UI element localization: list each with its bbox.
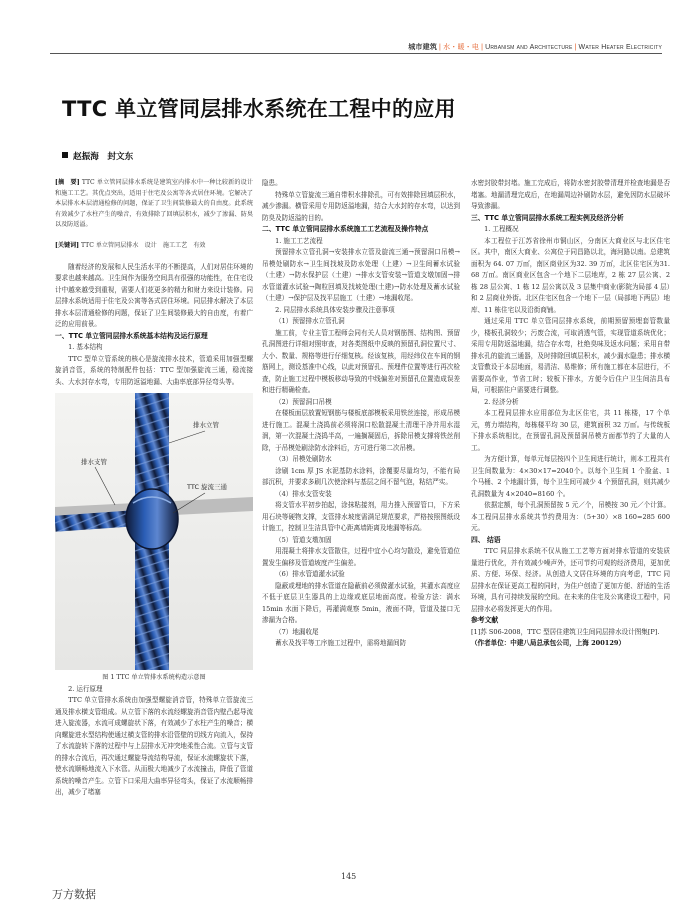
paragraph: 涂刷 1cm 厚 JS 水泥基防水涂料，涂覆要尽量均匀，不能有局部沉积，并要求多刷几次使涂料与基层之间不留气泡，粘结严实。 xyxy=(262,466,460,486)
step-heading: （3）吊模处刷防水 xyxy=(275,455,332,463)
references-heading: 参考文献 xyxy=(471,616,499,624)
abstract xyxy=(55,178,253,231)
subsection-heading: 1. 施工工艺流程 xyxy=(275,236,323,245)
label-branch-pipe: 排水支管 xyxy=(81,458,107,467)
step-heading: （4）排水支管安装 xyxy=(275,489,332,498)
paragraph: 将支管水平初步拍起，涂抹粘接剂，用力推入预留管口，下方采用石块等硬物支撑，支管排水坡度需满足规范要求，严格按照图纸设计施工，控制卫生洁具管中心距离墙距离及地漏等标高。 xyxy=(262,501,460,532)
section-heading: 三、TTC 单立管同层排水系统工程实例及经济分析 xyxy=(471,213,624,222)
article-title: TTC 单立管同层排水系统在工程中的应用 xyxy=(62,97,456,121)
keywords xyxy=(55,241,253,252)
subsection-heading: 2. 同层排水系统具体安装步骤及注意事项 xyxy=(275,305,395,314)
footer-watermark: 万方数据 xyxy=(52,888,96,901)
author-line xyxy=(62,150,133,162)
header-subsection-en: Water Heater Electricity xyxy=(578,44,662,51)
column-2 xyxy=(262,178,460,880)
header-separator: | xyxy=(481,44,484,51)
figure-caption: 图 1 TTC 单立管排水系统构造示意图 xyxy=(102,674,206,682)
paragraph: 依据定额，每个孔洞预留按 5 元／个，吊模按 30 元／个计算。本工程同层排水系统共节约费用为：（5+30）×8 160=285 600 元。 xyxy=(471,501,670,532)
subsection-heading: 2. 运行原理 xyxy=(68,684,103,693)
header-separator: | xyxy=(439,44,442,51)
pipe-system-diagram xyxy=(55,393,253,670)
paragraph: TTC 型单立管系统的核心是旋流排水技术，管道采用加强型螺旋消音管，系统的特制配件包括：TTC 型加强旋流三通，稳流接头、大水封存水弯，专用防返溢地漏、大曲率底部异径弯头等。 xyxy=(55,354,253,386)
figure-1 xyxy=(55,393,253,670)
column-3 xyxy=(471,178,670,846)
paragraph: 本工程同层排水应用部位为北区住宅，共 11 栋楼，17 个单元，剪力墙结构，每栋楼平均 30 层，建筑面积 32 万㎡。与传统板下排水系统相比，在预留孔洞及预留洞吊模方面都节约了大量的人工。 xyxy=(471,409,670,452)
spacer xyxy=(55,252,253,262)
header-separator: | xyxy=(574,44,577,51)
paragraph: 本工程位于江苏省徐州市铜山区，分南区大商业区与北区住宅区。其中，南区大商业、公寓位于同昌路以北，海河路以南。总建筑面积为 64. 07 万㎡，南区商业区为32. 39 万㎡，北区住宅区为31. 68 万㎡。南区商业区包含一个地下二层地库，2 栋 27 层公寓、2 栋 28 层公寓、1 栋 12 层公寓以及 3 层集中商业(影院为局部 4 层）和 2 层商业外街。北区住宅区包含一个地下一层（局部地下两层）地库、11 栋住宅以及沿街商铺。 xyxy=(471,236,670,314)
running-header xyxy=(408,42,662,52)
author-bullet-icon xyxy=(62,152,68,158)
label-stack-pipe: 排水立管 xyxy=(193,421,219,430)
author-affiliation: （作者单位：中建八局总承包公司，上海 200129） xyxy=(471,639,626,647)
section-heading: 四、 结语 xyxy=(471,535,501,544)
step-heading: （5）管道支墩加固 xyxy=(275,535,332,544)
keywords-label: [关键词] xyxy=(55,241,80,249)
page-number: 145 xyxy=(341,872,357,881)
header-subsection: 水・暖・电 xyxy=(443,44,480,51)
subsection-heading: 1. 工程概况 xyxy=(484,225,519,233)
subsection-heading: 2. 经济分析 xyxy=(484,397,519,406)
header-rule xyxy=(50,53,662,54)
step-heading: （7）地漏收尾 xyxy=(275,627,319,636)
header-section: 城市建筑 xyxy=(408,44,438,51)
abstract-label: [摘 要] xyxy=(55,179,80,186)
paragraph: 用混凝土将排水支管散住，过程中宜小心均匀散设，避免管道位置发生偏移及管道坡度产生偏差。 xyxy=(262,547,460,567)
subsection-heading: 1. 基本结构 xyxy=(68,343,103,352)
paragraph: 在楼板面层放置短钢筋与楼板底部模板采用铁丝连接，形成吊模进行施工。混凝土浇捣前必须将洞口松散混凝土清理干净并用水湿润，第一次混凝土浇捣半高，一遍搁凝固后，拆除吊模支撑将铁丝削除，于吊模处刷涂防水涂料后，方可进行第二次吊模。 xyxy=(262,409,460,452)
paragraph: 施工前，专业主管工程师会同有关人员对钢筋图、结构图、预留孔洞图进行详细对照审查，对各类图纸中反映的预留孔洞位置尺寸、大小、数量、规格等进行仔细复核。经该复核，用经纬仪在车间的钢筋网上，测设基准中心线，以此对预留孔、预埋件位置等进行再次检查，防止施工过程中模板移动导致的中线偏差对预留孔位置造成误差和进行精确检查。 xyxy=(262,328,460,394)
column-1 xyxy=(55,178,253,883)
paragraph: TTC 同层排水系统不仅从施工工艺等方面对排水管道的安装质量进行优化，并有效减少噪声外，还可节约可观的经济费用，更加优质、方便、环保、经济。从创造人文居住环境的方向考虑，TTC 同层排水在保证更高工程的同时，为住户创造了更加方便、舒适的生活环境，具有可持续发展的空间。在未来的住宅及公寓建设工程中，同层排水必将发挥更大的作用。 xyxy=(471,547,670,613)
paragraph: 特殊单立管旋流三通自带积水排除孔，可有效排除回填层积水，减少渗漏。横管采用专用防返溢地漏，结合大水封的存水弯，以达到防臭及防返溢的目的。 xyxy=(262,190,460,222)
spacer xyxy=(55,231,253,241)
paragraph: 隐患。 xyxy=(262,179,282,187)
paragraph: 预留排水立管孔洞→安装排水立管及旋流三通→预留洞口吊模→吊模处刷防水→卫生间找坡及防水处理（上建）→卫生间蓄水试验（土建）→防水保护层（土建）→排水支管安装→管道支墩加固→排水管道灌水试验→陶粒回填及找坡处理(土建)→防水处理及蓄水试验（土建）→保护层及找平层施工（土建）→地漏收尾。 xyxy=(262,248,460,302)
reference-item: [1]苏 S06-2008，TTC 型居住建筑卫生间同层排水设计图集[P]. xyxy=(471,627,660,636)
section-heading: 二、TTC 单立管同层排水系统施工工艺流程及操作特点 xyxy=(262,225,429,233)
header-journal-en: Urbanism and Architecture xyxy=(485,44,573,51)
authors: 赵振海 封文东 xyxy=(73,152,134,162)
step-heading: （1）预留排水立管孔洞 xyxy=(275,317,345,325)
keywords-text: TTC 单立管同层排水 设计 施工工艺 有效 xyxy=(81,241,206,249)
intro-paragraph: 随着经济的发展和人民生活水平的不断提高，人们对居住环境的要求也越来越高。卫生间作为服务空间具有很强的功能性，在住宅设计中越来越受到重视，需要人们花更多的精力和财力来设计装修。同层排水系统适用于住宅及公寓等各式居住环境。同层排水解决了本层排水本层清通检修的问题，保证了卫生间装修最大的自由度，有着广泛的应用前景。 xyxy=(55,262,253,329)
paragraph: 通过采用 TTC 单立管同层排水系统，前期预留预埋套管数量少，楼板孔洞较少；污废合流，可取消透气管，实现管道系统优化；采用专用防返溢地漏，结合存水弯，杜绝臭味及返水问题；采用自带排水孔的旋流三通器，及时排除回填层积水，减少漏水隐患；排水横支管敷设于本层地面，易清洁、易维修；所有施工都在本层进行，不需要高作业，节省工时；较板下排水，方便今后住户卫生间洁具布局，可根据住户需要进行调整。 xyxy=(471,317,670,394)
paragraph: TTC 单立管排水系统由加强型螺旋消音管，特殊单立管旋流三通及排水横支管组成。从立管下落的水流经螺旋消音管内壁凸起导流进入旋流器，水流可成螺旋状下落，有效减少了水柱产生的噪音；横向螺旋进水型结构使通过横支管的排水沿管壁的切线方向流入，保持了水流旋转下落的过程中与上层排水无冲突地柔性合流。立管与支管的排水合流后，再次通过螺旋导流结构导流，保证水流螺旋状下落，使水流顺畅地流入下水管。从而极大地减少了水流撞击，降低了管道系统的噪音产生。立管下口采用大曲率异径弯头，保证了水流顺畅排出，减少了堵塞 xyxy=(55,696,253,797)
paragraph: 水密封胶带封堵。施工完成后，将防水密封胶带清理并检查地漏是否堵塞。地漏清理完成后，在地漏周边补刷防水层，避免因防水层破坏导致渗漏。 xyxy=(471,179,670,210)
label-swirl-tee: TTC 旋流三通 xyxy=(187,483,228,492)
paragraph: 隐蔽或埋地的排水管道在隐蔽前必须做灌水试验，其灌水高度应不低于底层卫生器具的上边缘或底层地面高度。检验方法：满水 15min 水面下降后，再灌满观察 5min，液面不降，管道及接口无渗漏为合格。 xyxy=(262,581,460,624)
step-heading: （2）预留洞口吊模 xyxy=(275,397,332,406)
paragraph: 蓄水及找平等工序施工过程中，需将地漏间防 xyxy=(275,639,407,647)
section-heading: 一、TTC 单立管同层排水系统基本结构及运行原理 xyxy=(55,331,208,340)
step-heading: （6）排水管道灌水试验 xyxy=(275,570,345,578)
paragraph: 为方便计算，每单元每层按四个卫生间进行统计，则本工程共有卫生间数量为：4×30×17=2040个。以每个卫生间 1 个脸盆、1 个马桶、2 个地漏计算，每个卫生间可减少 4 个预留孔洞，则共减少孔洞数量为 4×2040=8160 个。 xyxy=(471,455,670,498)
abstract-text: TTC 单立管同层排水系统是建筑室内排水中一种比较新的设计和施工工艺。其优点突出，适用于住宅及公寓等各式居住环境。它解决了本层排水本层清通检修的问题，保证了卫生间装修最大的自由度。此系统有效减少了水柱产生的噪音，有效排除了回填层积水，减少了渗漏、防臭以及防返溢。 xyxy=(55,179,253,229)
